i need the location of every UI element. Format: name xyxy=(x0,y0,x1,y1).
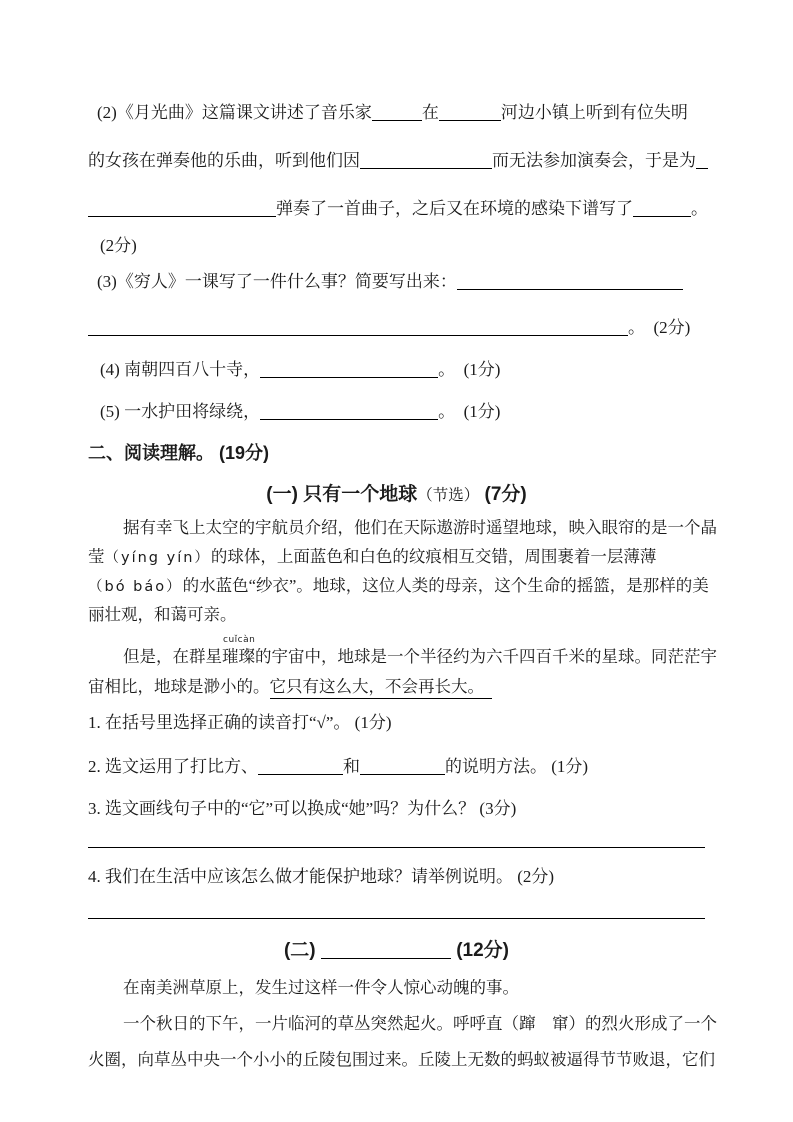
reading1-question-2 xyxy=(88,754,705,780)
q4-line xyxy=(88,357,705,383)
blank-line xyxy=(360,758,445,775)
reading1-question-4: 4. 我们在生活中应该怎么做才能保护地球？请举例说明。 (2分) xyxy=(88,867,555,886)
blank-line xyxy=(88,200,276,217)
blank-line xyxy=(360,152,492,169)
exam-page xyxy=(88,100,717,1072)
text-segment: 河边小镇上听到有位失明 xyxy=(500,103,688,122)
text-segment: 的宇宙中，地球是一个半径约为六千四百千米的星球。同茫茫宇 xyxy=(255,647,717,666)
q2-score: (2分) xyxy=(100,236,137,255)
reading2-p2-line-1: 一个秋日的下午，一片临河的草丛突然起火。呼呼直（蹿 窜）的烈火形成了一个 xyxy=(123,1014,717,1033)
blank-line xyxy=(439,104,501,121)
text-segment: 的说明方法。 (1分) xyxy=(445,757,589,776)
reading1-p1-line-3 xyxy=(88,574,709,598)
text-segment: 。 (2分) xyxy=(628,318,691,337)
reading1-p1-line-2 xyxy=(88,545,705,569)
text-segment: 。 (1分) xyxy=(438,360,501,379)
pinyin-annotation: cuǐcàn xyxy=(223,635,256,645)
text-segment: 莹 xyxy=(88,547,105,566)
q2-line-3 xyxy=(88,196,708,222)
blank-line xyxy=(457,273,683,290)
text-segment: 的球体，上面蓝色和白色的纹痕相互交错，周围裹着一层薄薄 xyxy=(210,547,657,566)
q2-line-2 xyxy=(88,148,705,174)
reading1-p1-line-1 xyxy=(88,516,717,540)
blank-line xyxy=(260,361,438,378)
text-segment: (一) 只有一个地球 xyxy=(266,484,418,505)
reading1-question-1: 1. 在括号里选择正确的读音打“√”。 (1分) xyxy=(88,713,392,732)
text-segment: 丽壮观，和蔼可亲。 xyxy=(88,605,237,624)
text-segment: (2)《月光曲》这篇课文讲述了音乐家 xyxy=(97,103,372,122)
blank-line xyxy=(258,758,343,775)
text-segment: (5) 一水护田将绿绕， xyxy=(100,402,261,421)
reading1-p2-line-2 xyxy=(88,675,705,699)
blank-line xyxy=(633,200,691,217)
reading1-p1-line-4 xyxy=(88,603,705,627)
text-segment: (7分) xyxy=(479,484,527,505)
text-segment: （节选） xyxy=(417,487,480,504)
answer-line xyxy=(88,918,705,919)
q2-line-1 xyxy=(88,100,705,126)
text-segment: 的女孩在弹奏他的乐曲，听到他们因 xyxy=(88,151,360,170)
blank-line xyxy=(88,319,628,336)
text-segment: 的水蓝色“纱衣”。地球，这位人类的母亲，这个生命的摇篮，是那样的美 xyxy=(182,576,709,595)
reading1-p2-line-1 xyxy=(88,635,717,669)
q5-line xyxy=(88,399,705,425)
q3-line-1 xyxy=(88,269,705,295)
text-segment: 。 xyxy=(691,199,708,218)
text-segment: (二) xyxy=(283,940,321,961)
text-segment: 弹奏了一首曲子，之后又在环境的感染下谱写了 xyxy=(276,199,633,218)
reading2-p2-line-2: 火圈，向草丛中央一个小小的丘陵包围过来。丘陵上无数的蚂蚁被逼得节节败退，它们 xyxy=(88,1050,715,1069)
reading2-title xyxy=(88,937,705,965)
pinyin-text: （yíng yín） xyxy=(104,550,211,566)
answer-line xyxy=(88,847,705,848)
blank-line xyxy=(260,403,438,420)
q3-line-2 xyxy=(88,315,705,341)
blank-line xyxy=(696,152,708,169)
blank-line xyxy=(321,942,451,959)
text-segment: 但是，在群星 xyxy=(123,647,222,666)
text-segment: 在 xyxy=(421,103,439,122)
text-segment: 。 (1分) xyxy=(438,402,501,421)
blank-line xyxy=(372,104,422,121)
text-segment: (12分) xyxy=(450,940,509,961)
text-segment: 2. 选文运用了打比方、 xyxy=(88,757,258,776)
text-segment: (4) 南朝四百八十寺， xyxy=(100,360,261,379)
text-segment: 据有幸飞上太空的宇航员介绍，他们在天际遨游时遥望地球，映入眼帘的是一个晶 xyxy=(123,518,717,537)
text-segment: 而无法参加演奏会，于是为 xyxy=(492,151,696,170)
pinyin-text: （bó báo） xyxy=(88,579,183,595)
underlined-sentence: 它只有这么大，不会再长大。 xyxy=(270,677,493,699)
reading1-title xyxy=(88,481,705,509)
reading1-question-3: 3. 选文画线句子中的“它”可以换成“她”吗？为什么？ (3分) xyxy=(88,799,517,818)
ruby-text: cuǐcàn 璀璨 xyxy=(222,635,256,666)
text-segment: (3)《穷人》一课写了一件什么事？简要写出来： xyxy=(97,272,457,291)
section-2-heading: 二、阅读理解。 (19分) xyxy=(88,443,270,463)
text-segment: 和 xyxy=(343,757,360,776)
reading2-p1-line-1: 在南美洲草原上，发生过这样一件令人惊心动魄的事。 xyxy=(123,978,519,997)
text-segment: 宙相比，地球是渺小的。 xyxy=(88,677,270,696)
